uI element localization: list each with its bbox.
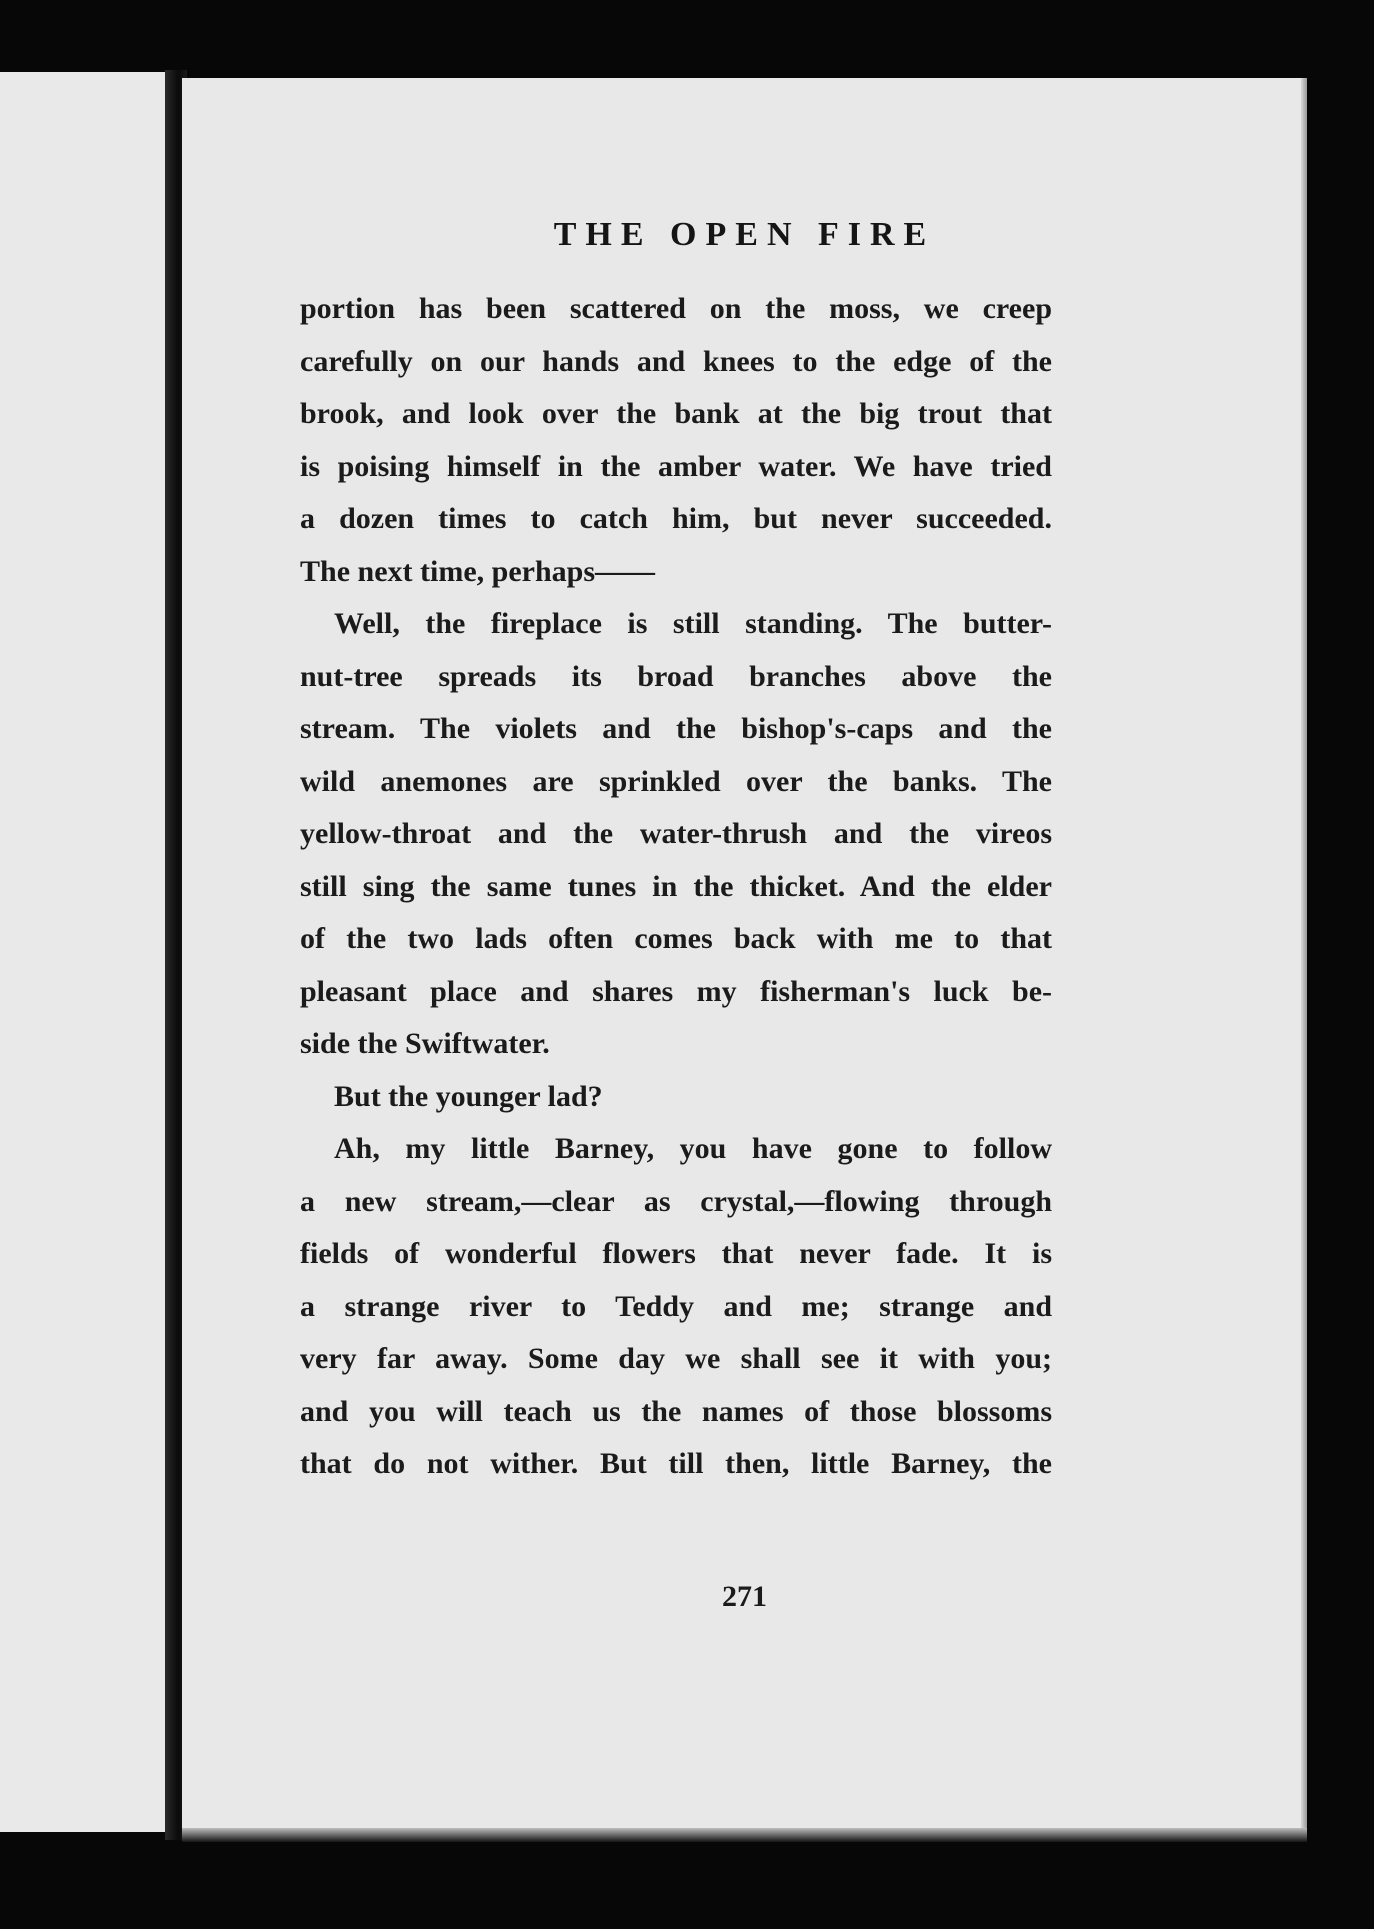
- text-line: wild anemones are sprinkled over the banks. The: [300, 764, 1052, 798]
- running-head: THE OPEN FIRE: [553, 216, 936, 253]
- text-line: yellow-throat and the water-thrush and the vireos: [300, 817, 1052, 850]
- text-line: is poising himself in the amber water. We have tried: [300, 449, 1052, 483]
- text-line: of the two lads often comes back with me to that: [300, 922, 1052, 955]
- page-number: 271: [722, 1580, 767, 1613]
- text-line: a new stream,—clear as crystal,—flowing through: [300, 1184, 1052, 1218]
- page: [182, 78, 1307, 1833]
- text-line: a dozen times to catch him, but never succeeded.: [300, 502, 1052, 535]
- facing-page-text: [0, 72, 170, 1832]
- page-bottom-edge: [182, 1828, 1307, 1842]
- body-text: [300, 283, 1052, 1491]
- text-line: side the Swiftwater.: [300, 1027, 550, 1060]
- text-line: carefully on our hands and knees to the edge of the: [300, 344, 1052, 378]
- text-line: stream. The violets and the bishop's-caps and the: [300, 712, 1052, 745]
- text-line: still sing the same tunes in the thicket. And the elder: [300, 869, 1052, 903]
- text-line: and you will teach us the names of those blossoms: [300, 1394, 1052, 1428]
- text-line: Ah, my little Barney, you have gone to follow: [334, 1132, 1052, 1165]
- facing-page: [0, 72, 170, 1832]
- text-line: The next time, perhaps——: [300, 554, 655, 588]
- text-line: portion has been scattered on the moss, we creep: [300, 292, 1052, 325]
- text-line: that do not wither. But till then, little Barney, the: [300, 1447, 1052, 1480]
- text-line: Well, the fireplace is still standing. The butter-: [334, 607, 1052, 640]
- text-line: fields of wonderful flowers that never fade. It is: [300, 1237, 1052, 1270]
- text-line: nut-tree spreads its broad branches above the: [300, 659, 1052, 693]
- text-line: brook, and look over the bank at the big trout that: [300, 397, 1052, 430]
- text-line: But the younger lad?: [334, 1079, 603, 1113]
- text-line: a strange river to Teddy and me; strange and: [300, 1289, 1052, 1323]
- text-line: pleasant place and shares my fisherman's luck be-: [300, 974, 1052, 1008]
- text-line: very far away. Some day we shall see it with you;: [300, 1342, 1052, 1375]
